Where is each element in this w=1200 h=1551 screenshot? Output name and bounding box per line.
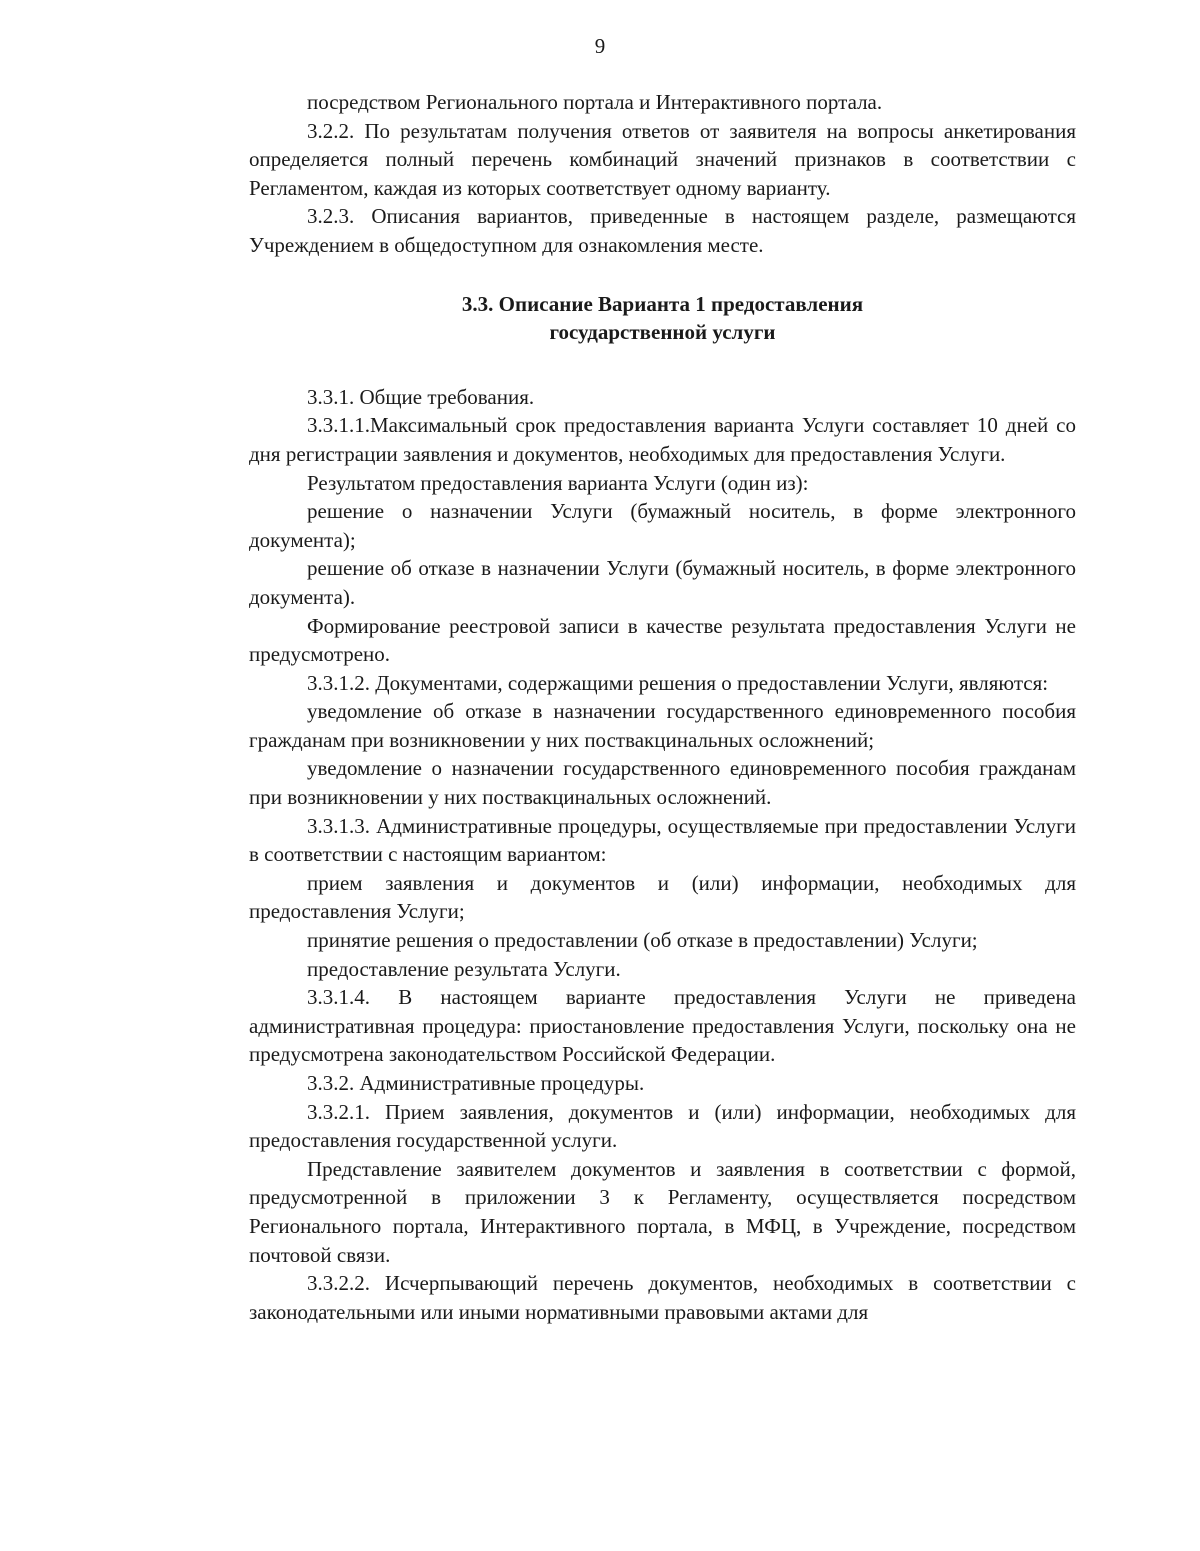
- paragraph: Формирование реестровой записи в качестве результата предоставления Услуги не предусмотрено.: [249, 613, 1076, 667]
- paragraph: 3.3.2.1. Прием заявления, документов и (или) информации, необходимых для предоставления государственной услуги.: [249, 1099, 1076, 1153]
- paragraph: посредством Регионального портала и Интерактивного портала.: [307, 90, 883, 114]
- section-heading-line: государственной услуги: [549, 320, 776, 345]
- paragraph: прием заявления и документов и (или) информации, необходимых для предоставления Услуги;: [249, 870, 1076, 924]
- paragraph: 3.3.1.3. Административные процедуры, осуществляемые при предоставлении Услуги в соответствии с настоящим вариантом:: [249, 813, 1076, 867]
- section-heading-line: 3.3. Описание Варианта 1 предоставления: [461, 291, 864, 316]
- paragraph: 3.2.2. По результатам получения ответов от заявителя на вопросы анкетирования определяется полный перечень комбинаций значений признаков в соответствии с Регламентом, каждая из которых соответствует одному варианту.: [249, 118, 1076, 200]
- paragraph: предоставление результата Услуги.: [307, 956, 621, 981]
- paragraph: решение о назначении Услуги (бумажный носитель, в форме электронного документа);: [249, 499, 1076, 552]
- paragraph: принятие решения о предоставлении (об отказе в предоставлении) Услуги;: [307, 928, 978, 953]
- paragraph: Представление заявителем документов и заявления в соответствии с формой, предусмотренной в приложении 3 к Регламенту, осуществляется посредством Регионального портала, Интерактивного портала, в МФЦ, в Учреждение, посредством почтовой связи.: [249, 1156, 1076, 1267]
- document-body: [249, 88, 1076, 1326]
- paragraph: 3.2.3. Описания вариантов, приведенные в настоящем разделе, размещаются Учреждением в общедоступном для ознакомления месте.: [249, 204, 1076, 257]
- paragraph: 3.3.2.2. Исчерпывающий перечень документов, необходимых в соответствии с законодательными или иными нормативными правовыми актами для: [249, 1271, 1076, 1324]
- paragraph: 3.3.2. Административные процедуры.: [307, 1071, 645, 1095]
- paragraph: решение об отказе в назначении Услуги (бумажный носитель, в форме электронного документа).: [249, 556, 1076, 609]
- paragraph: 3.3.1.4. В настоящем варианте предоставления Услуги не приведена административная процедура: приостановление предоставления Услуги, поскольку она не предусмотрена законодательством Российской Федерации.: [249, 985, 1076, 1067]
- paragraph: 3.3.1.1.Максимальный срок предоставления варианта Услуги составляет 10 дней со дня регистрации заявления и документов, необходимых для предоставления Услуги.: [249, 413, 1076, 466]
- paragraph: Результатом предоставления варианта Услуги (один из):: [307, 470, 809, 495]
- paragraph: уведомление о назначении государственного единовременного пособия гражданам при возникновении у них поствакцинальных осложнений.: [249, 756, 1076, 810]
- section-heading: [249, 290, 1076, 347]
- paragraph: 3.3.1. Общие требования.: [307, 384, 535, 409]
- paragraph: 3.3.1.2. Документами, содержащими решения о предоставлении Услуги, являются:: [307, 670, 1049, 695]
- paragraph: уведомление об отказе в назначении государственного единовременного пособия гражданам при возникновении у них поствакцинальных осложнений;: [249, 699, 1076, 752]
- page-number: 9: [594, 34, 606, 58]
